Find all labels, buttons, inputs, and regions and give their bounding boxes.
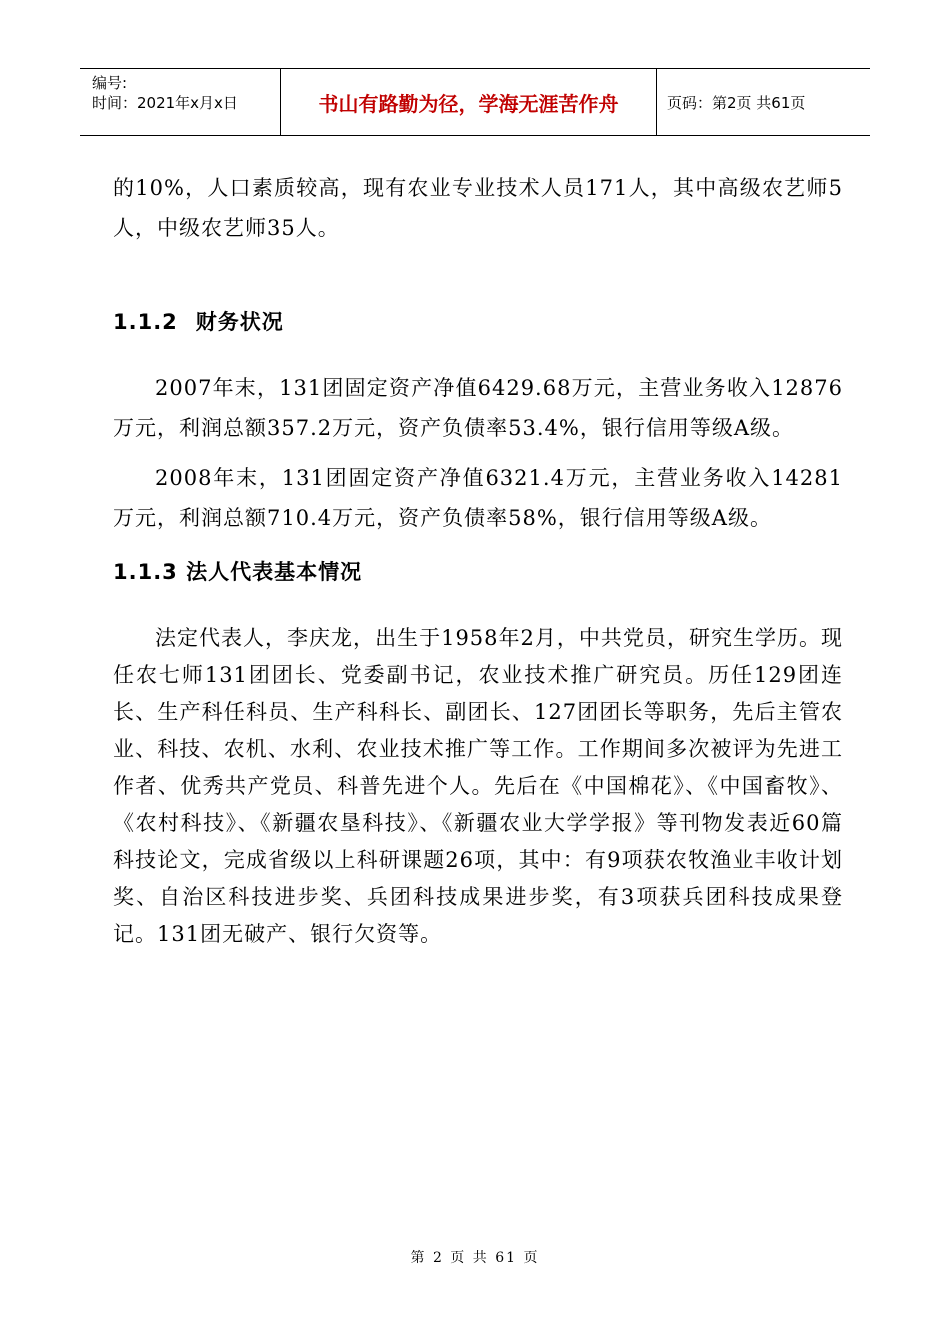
header-motto: 书山有路勤为径，学海无涯苦作舟 bbox=[280, 69, 657, 135]
header-page-info: 页码：第2页 共61页 bbox=[667, 93, 806, 112]
paragraph-finance-2007: 2007年末，131团固定资产净值6429.68万元，主营业务收入12876万元，利润总额357.2万元，资产负债率53.4%，银行信用等级A级。 bbox=[113, 376, 843, 440]
paragraph-personnel: 的10%，人口素质较高，现有农业专业技术人员171人，其中高级农艺师5人，中级农艺师35人。 bbox=[113, 176, 843, 240]
section-number: 1.1.2 bbox=[113, 310, 178, 334]
header-meta bbox=[80, 69, 280, 135]
document-time-label: 时间：2021年x月x日 bbox=[92, 94, 238, 112]
paragraph-legal-rep: 法定代表人，李庆龙，出生于1958年2月，中共党员，研究生学历。现任农七师131团团长、党委副书记，农业技术推广研究员。历任129团连长、生产科任科员、生产科科长、副团长、127团团长等职务，先后主管农业、科技、农机、水利、农业技术推广等工作。工作期间多次被评为先进工作者、优秀共产党员、科普先进个人。先后在《中国棉花》、《中国畜牧》、《农村科技》、《新疆农垦科技》、《新疆农业大学学报》等刊物发表近60篇科技论文，完成省级以上科研课题26项，其中：有9项获农牧渔业丰收计划奖、自治区科技进步奖、兵团科技成果进步奖，有3项获兵团科技成果登记。131团无破产、银行欠资等。 bbox=[113, 626, 843, 946]
section-heading-finance bbox=[113, 306, 843, 336]
paragraph-finance-2008: 2008年末，131团固定资产净值6321.4万元，主营业务收入14281万元，利润总额710.4万元，资产负债率58%，银行信用等级A级。 bbox=[113, 466, 843, 530]
page-header bbox=[80, 68, 870, 136]
section-heading-legal-rep: 1.1.3 法人代表基本情况 bbox=[113, 560, 363, 584]
section-title: 财务状况 bbox=[195, 310, 284, 334]
document-number-label: 编号: bbox=[92, 74, 128, 92]
document-body bbox=[113, 168, 843, 953]
page-footer: 第 2 页 共 61 页 bbox=[410, 1250, 540, 1266]
